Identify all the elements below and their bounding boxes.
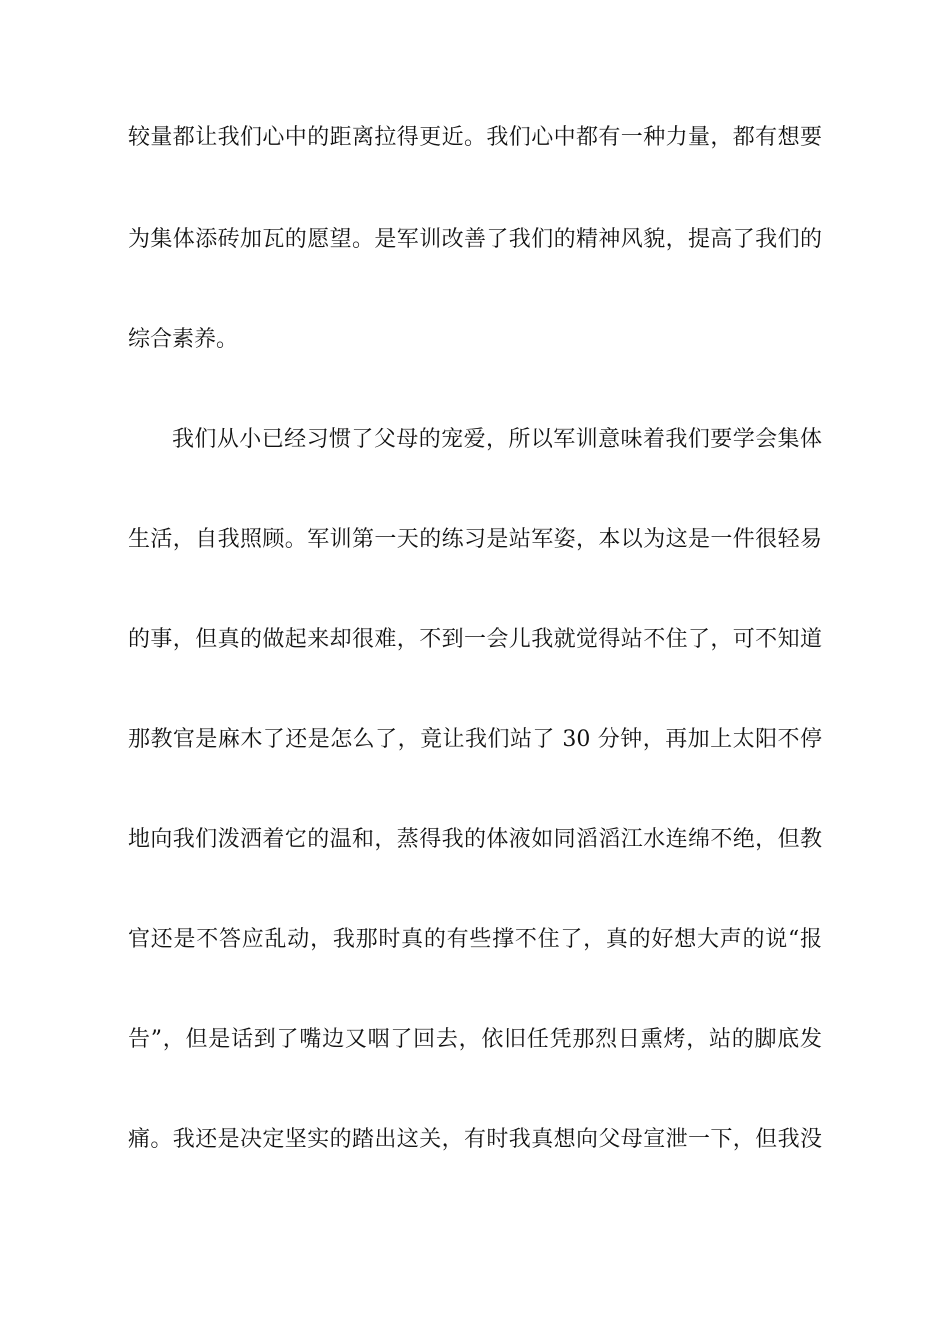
text-line: 生活，自我照顾。军训第一天的练习是站军姿，本以为这是一件很轻易 [128,527,822,552]
text-line: 的事，但真的做起来却很难，不到一会儿我就觉得站不住了，可不知道 [128,627,822,652]
text-line: 官还是不答应乱动，我那时真的有些撑不住了，真的好想大声的说“报 [128,927,822,952]
text-line: 告”，但是话到了嘴边又咽了回去，依旧任凭那烈日熏烤，站的脚底发 [128,1027,822,1052]
text-line: 较量都让我们心中的距离拉得更近。我们心中都有一种力量，都有想要 [128,125,822,150]
text-line: 那教官是麻木了还是怎么了，竟让我们站了 30 分钟，再加上太阳不停 [128,727,822,752]
text-line: 为集体添砖加瓦的愿望。是军训改善了我们的精神风貌，提高了我们的 [128,227,822,252]
text-line: 痛。我还是决定坚实的踏出这关，有时我真想向父母宣泄一下，但我没 [128,1127,822,1152]
text-line: 综合素养。 [128,327,239,352]
paragraph-first-line: 我们从小已经习惯了父母的宠爱，所以军训意味着我们要学会集体 [172,427,822,452]
text-line: 地向我们泼洒着它的温和，蒸得我的体液如同滔滔江水连绵不绝，但教 [128,827,822,852]
